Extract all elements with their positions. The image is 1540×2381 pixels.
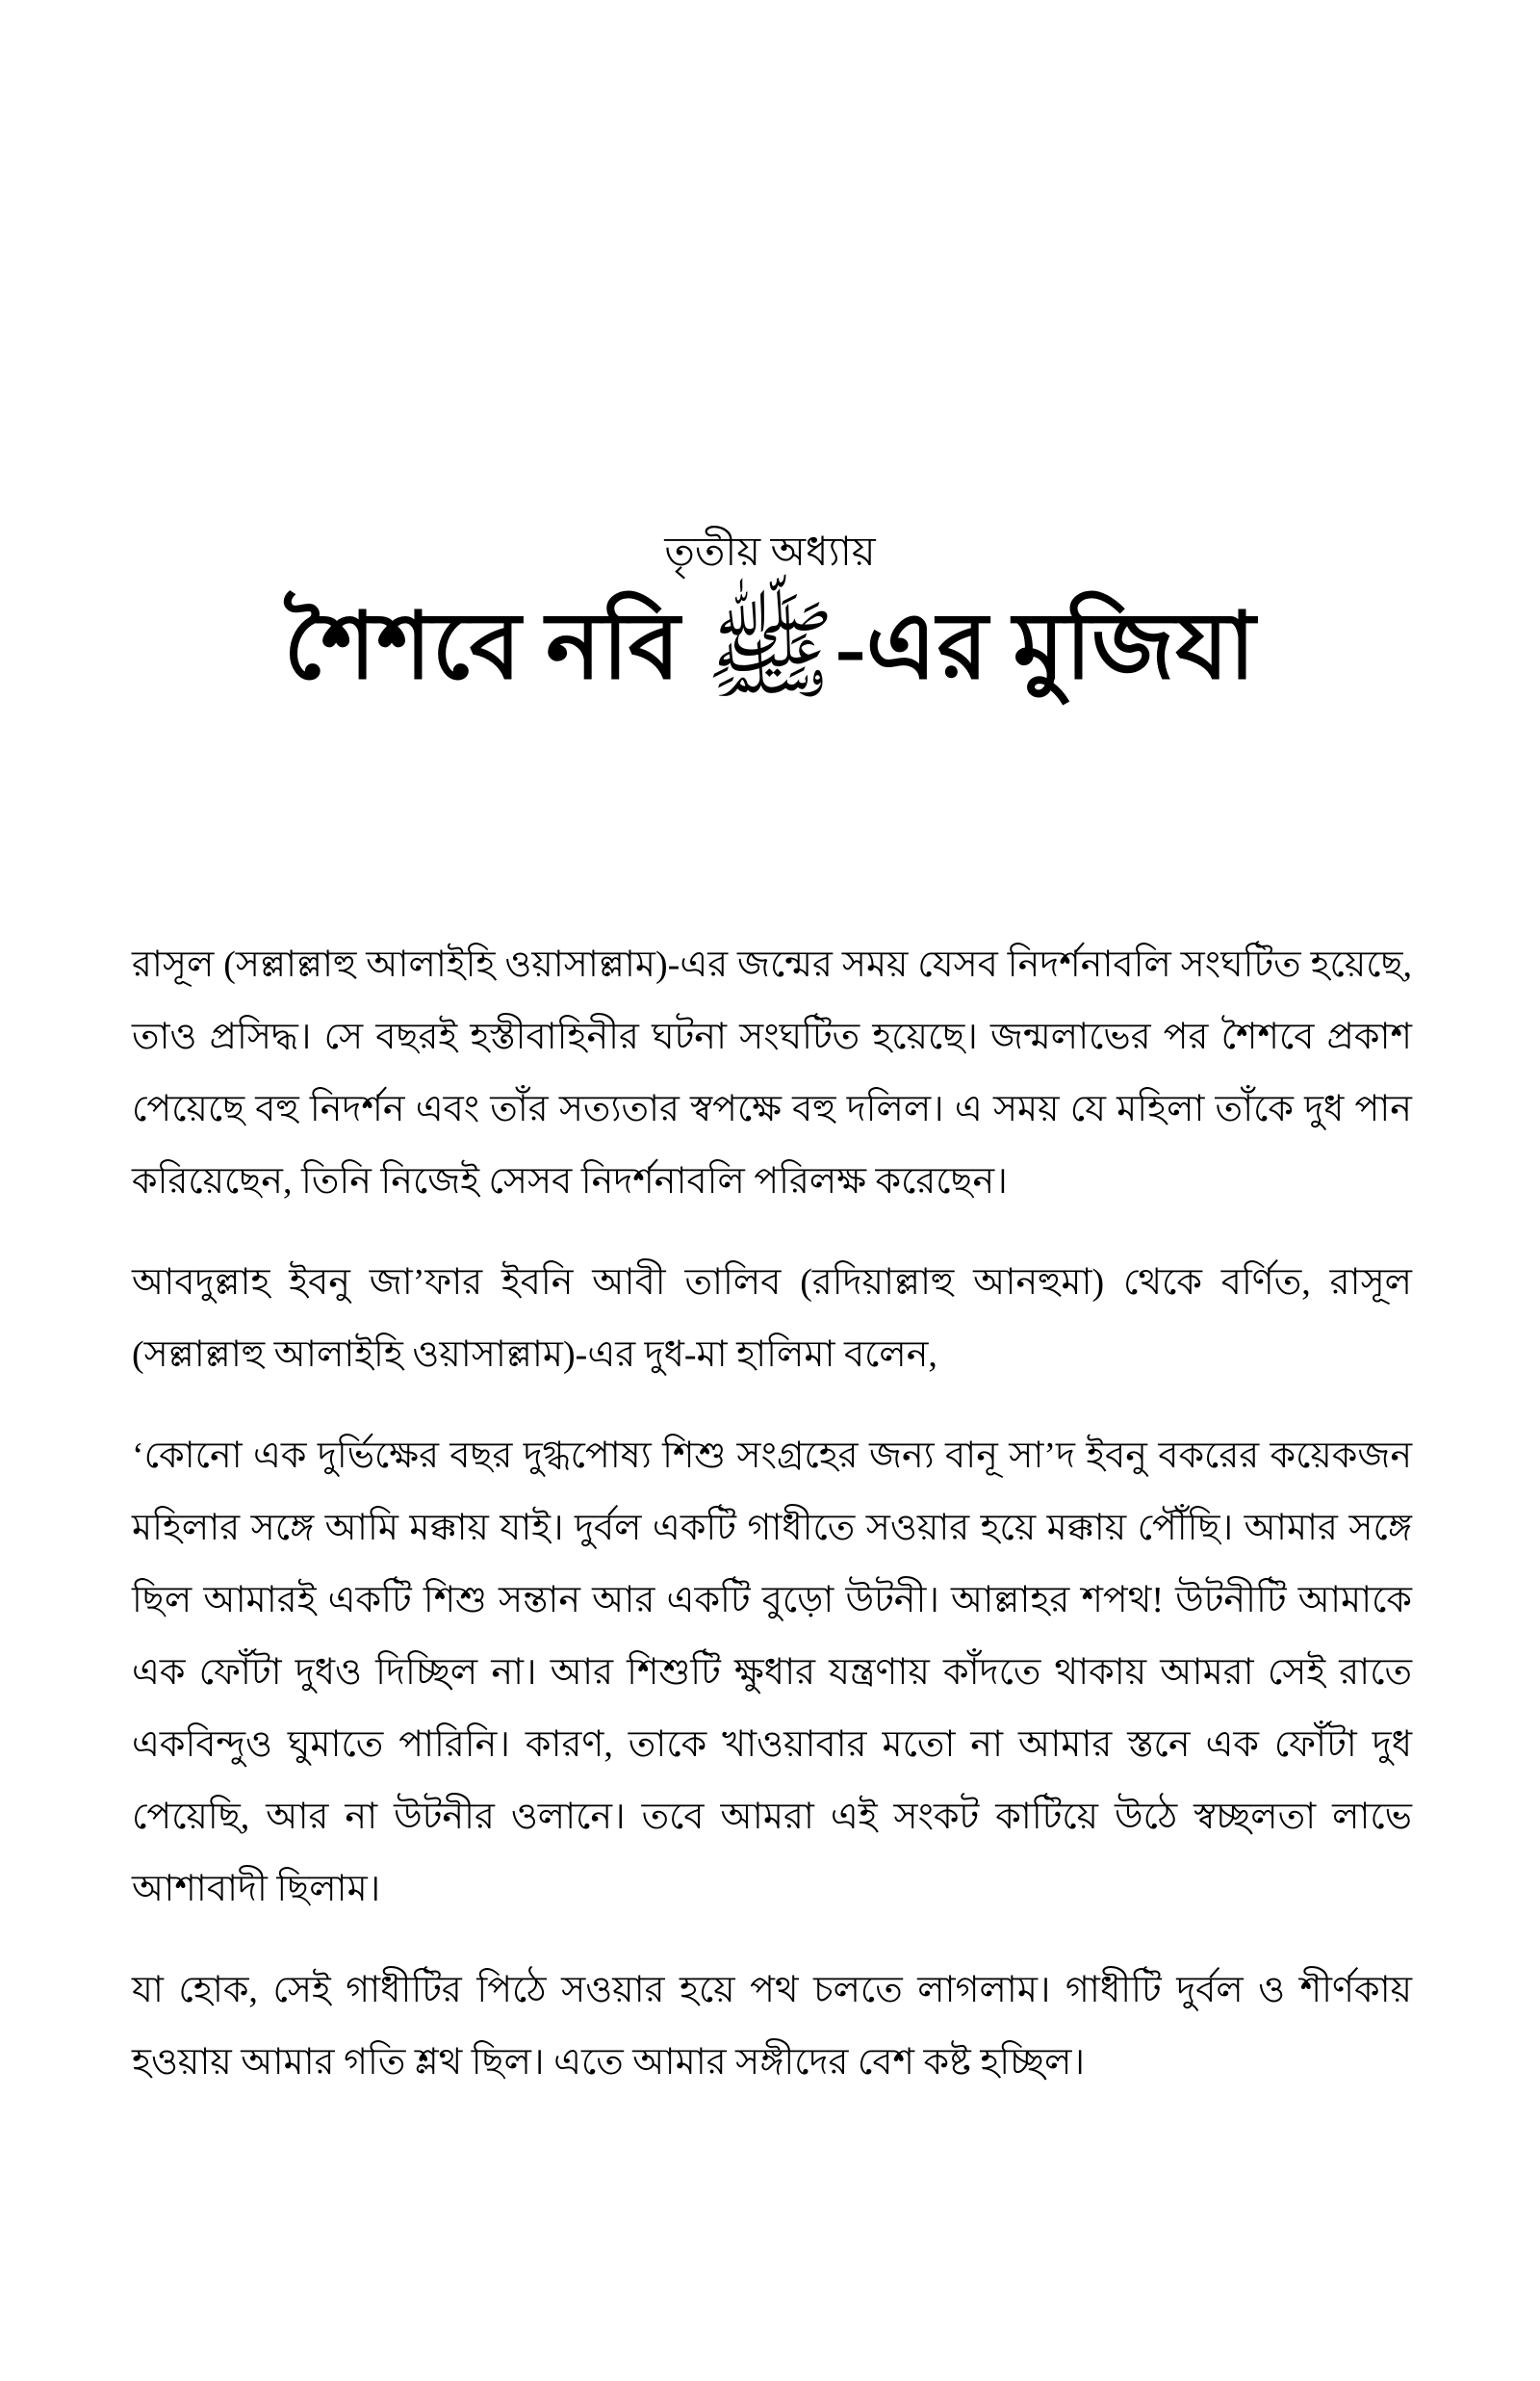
page-title (0, 589, 1540, 712)
page-title-suffix: -এর মুজিযা (834, 595, 1257, 698)
salawat-calligraphy-icon: ﷺ (705, 592, 835, 712)
chapter-label: তৃতীয় অধ্যায় (664, 531, 876, 575)
body-paragraph: ‘কোনো এক দুর্ভিক্ষের বছর দুগ্ধপোষ্য শিশু সংগ্রহের জন্য বানূ সা’দ ইবনু বকরের কয়েকজন মহিলার সঙ্গে আমি মক্কায় যাই। দুর্বল একটি গাধীতে সওয়ার হয়ে মক্কায় পৌঁছি। আমার সঙ্গে ছিল আমারই একটি শিশু সন্তান আর একটি বুড়ো উটনী। আল্লাহর শপথ! উটনীটি আমাকে এক ফোঁটা দুধও দিচ্ছিল না। আর শিশুটি ক্ষুধার যন্ত্রণায় কাঁদতে থাকায় আমরা সেই রাতে একবিন্দুও ঘুমাতে পারিনি। কারণ, তাকে খাওয়াবার মতো না আমার স্তনে এক ফোঁটা দুধ পেয়েছি, আর না উটনীর ওলানে। তবে আমরা এই সংকট কাটিয়ে উঠে স্বচ্ছলতা লাভে আশাবাদী ছিলাম। (132, 1436, 1412, 1909)
page-title-prefix: শৈশবে নবি (283, 595, 706, 698)
body-text-block (132, 929, 1412, 2128)
body-paragraph: আবদুল্লাহ ইবনু জা’ফার ইবনি আবী তালিব (রদিয়াল্লাহু আনহুমা) থেকে বর্ণিত, রাসূল (সল্লাল্লাহু আলাইহি ওয়াসাল্লাম)-এর দুধ-মা হালিমা বলেন, (132, 1262, 1412, 1375)
body-paragraph: যা হোক, সেই গাধীটির পিঠে সওয়ার হয়ে পথ চলতে লাগলাম। গাধীটি দুর্বল ও শীর্ণকায় হওয়ায় আমার গতি শ্লথ ছিল। এতে আমার সঙ্গীদের বেশ কষ্ট হচ্ছিল। (132, 1970, 1412, 2083)
body-paragraph: রাসূল (সল্লাল্লাহু আলাইহি ওয়াসাল্লাম)-এর জন্মের সময় যেসব নিদর্শনাবলি সংঘটিত হয়েছে, তাও প্রসিদ্ধ। সে বছরই হস্তীবাহিনীর ঘটনা সংঘটিত হয়েছে। জন্মলাভের পর শৈশবে প্রকাশ পেয়েছে বহু নিদর্শন এবং তাঁর সত্যতার স্বপক্ষে বহু দলিল। এ সময় যে মহিলা তাঁকে দুধ পান করিয়েছেন, তিনি নিজেই সেসব নিদর্শনাবলি পরিলক্ষ করেছেন। (132, 945, 1412, 1202)
